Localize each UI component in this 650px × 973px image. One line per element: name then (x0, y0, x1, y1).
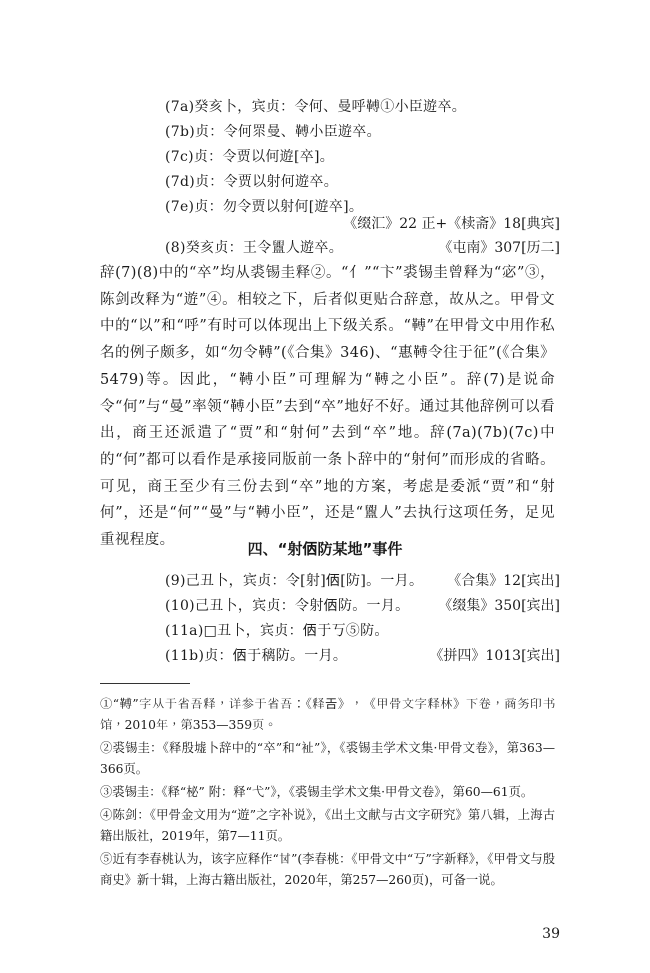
footnote-2-text: ②裘锡圭：《释殷墟卜辞中的“卒”和“𧘲”》，《裘锡圭学术文集·甲骨文卷》，第363—366页。 (100, 741, 555, 776)
example-8: (8)癸亥贞：王令𥃝人遊卒。 (165, 240, 344, 256)
example-7b: (7b)贞：令何眔曼、𩌏小臣遊卒。 (165, 124, 381, 140)
page-number: 39 (542, 926, 560, 942)
example-7e: (7e)贞：勿令贾以射何[遊卒]。 (165, 199, 364, 215)
footnote-3 (100, 782, 555, 803)
footnote-5-text: ⑤近有李春桃认为，该字应释作“𠀠”(李春桃：《甲骨文中“丂”字新释》，《甲骨文与殷商史》新十辑，上海古籍出版社，2020年，第257—260页)，可备一说。 (100, 852, 555, 887)
source-citation-10: 《缀集》350[宾出] (438, 598, 560, 614)
source-citation-9: 《合集》12[宾出] (447, 573, 560, 589)
source-citation-8: 《屯南》307[历二] (438, 240, 560, 256)
footnote-3-text: ③裘锡圭：《释“柲” 附：释“弋”》，《裘锡圭学术文集·甲骨文卷》，第60—61页。 (100, 785, 534, 799)
example-10: (10)己丑卜，宾贞：令射𠈇防。一月。 (165, 598, 410, 614)
source-citation-7: 《缀汇》22 正+《椟斋》18[典宾] (343, 216, 560, 232)
body-paragraph (100, 260, 555, 554)
footnote-4-text: ④陈剑：《甲骨金文用为“遊”之字补说》，《出土文献与古文字研究》第八辑，上海古籍出版社，2019年，第7—11页。 (100, 808, 555, 843)
footnote-divider (100, 683, 190, 684)
footnote-5 (100, 849, 555, 891)
example-11b: (11b)贞：𠈇于䅻防。一月。 (165, 648, 348, 664)
example-9: (9)己丑卜，宾贞：令[射]𠈇[防]。一月。 (165, 573, 424, 589)
footnote-4 (100, 805, 555, 847)
example-7c: (7c)贞：令贾以何遊[卒]。 (165, 149, 335, 165)
source-citation-11b: 《拼四》1013[宾出] (429, 648, 560, 664)
section-heading: 四、“射𠈇防某地”事件 (247, 540, 403, 558)
footnote-1-text: ①“𩌏”字从于省吾释，详参于省吾：《释𢀛》，《甲骨文字释林》下卷，商务印书馆，2010年，第353—359页。 (100, 697, 555, 732)
example-7d: (7d)贞：令贾以射何遊卒。 (165, 174, 338, 190)
footnote-2 (100, 738, 555, 780)
footnote-1 (100, 694, 555, 736)
example-11a: (11a)□丑卜，宾贞：𠈇于丂⑤防。 (165, 623, 389, 639)
paragraph-text: 辞(7)(8)中的“卒”均从裘锡圭释②。“亻”“卞”裘锡圭曾释为“宓”③，陈剑改释为“遊”④。相较之下，后者似更贴合辞意，故从之。甲骨文中的“以”和“呼”有时可以体现出上下级关系。“𩌏”在甲骨文中用作私名的例子颇多，如“勿令𩌏”(《合集》346)、“惠𩌏令往于征”(《合集》5479)等。因此，“𩌏小臣”可理解为“𩌏之小臣”。辞(7)是说命令“何”与“曼”率领“𩌏小臣”去到“卒”地好不好。通过其他辞例可以看出，商王还派遣了“贾”和“射何”去到“卒”地。辞(7a)(7b)(7c)中的“何”都可以看作是承接同版前一条卜辞中的“射何”而形成的省略。可见，商王至少有三份去到“卒”地的方案，考虑是委派“贾”和“射何”，还是“何”“曼”与“𩌏小臣”，还是“𥃝人”去执行这项任务，足见重视程度。 (100, 265, 555, 549)
example-7a: (7a)癸亥卜，宾贞：令何、曼呼𩌏①小臣遊卒。 (165, 99, 467, 115)
